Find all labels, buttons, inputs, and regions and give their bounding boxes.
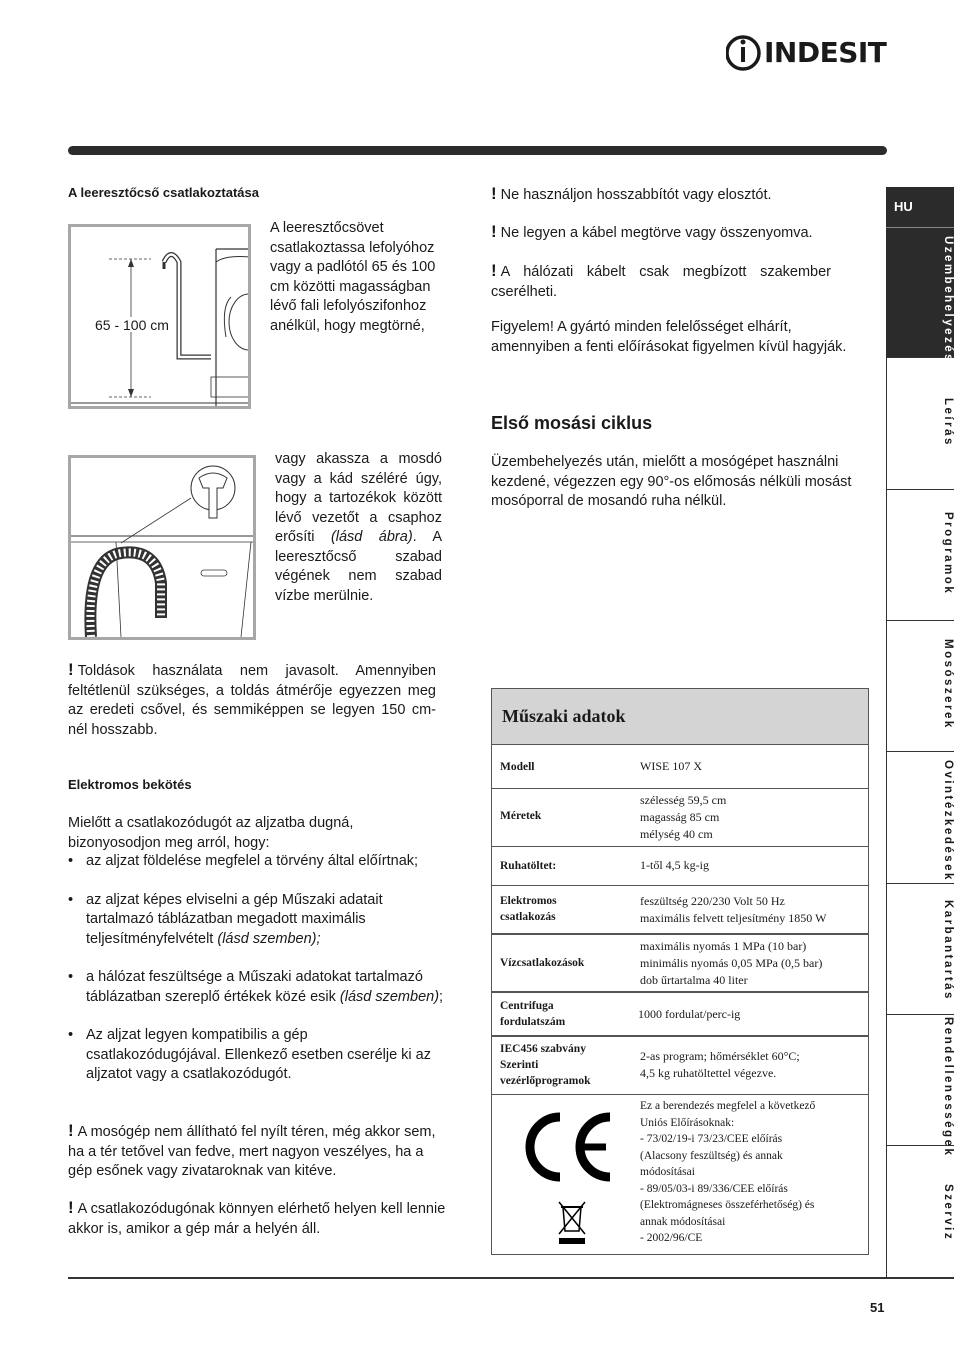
outdoor-warning: ! A mosógép nem állítható fel nyílt téren, még akkor sem, ha a tér tetővel van fedve, mert nagyon veszélyes, ha a gép esőnek vagy zivataroknak van kitéve. xyxy=(68,1121,436,1179)
first-wash-heading: Első mosási ciklus xyxy=(491,413,653,433)
warning-exclamation-icon: ! xyxy=(491,184,497,203)
table-row: Centrifuga fordulatszám 1000 fordulat/perc-ig xyxy=(492,993,868,1037)
list-item: • a hálózat feszültsége a Műszaki adatokat tartalmazó táblázatban szereplő értékek közé esik (lásd szemben); xyxy=(68,968,446,1007)
top-divider xyxy=(68,146,887,155)
list-item: • az aljzat képes elviselni a gép Műszaki adatait tartalmazó táblázatban megadott maximális teljesítményfelvételt (lásd szemben); xyxy=(68,891,446,950)
extension-warning: ! Toldások használata nem javasolt. Amennyiben feltétlenül szükséges, a toldás átmérője egyezzen meg az eredeti csővel, és semmiképpen se legyen 150 cm-nél hosszabb. xyxy=(68,660,436,738)
tab-rendellenessegek[interactable]: Rendellenességek xyxy=(886,1015,954,1146)
warning-exclamation-icon: ! xyxy=(491,222,497,241)
drain-text-1: A leeresztőcsövet csatlakoztassa lefolyóhoz vagy a padlótól 65 és 100 cm közötti magasságban lévő fali lefolyószifonhoz anélkül, hogy megtörné, xyxy=(270,220,436,334)
table-row: Ruhatöltet: 1-től 4,5 kg-ig xyxy=(492,847,868,886)
tab-programok[interactable]: Programok xyxy=(886,490,954,621)
tab-leiras[interactable]: Leírás xyxy=(886,358,954,490)
tab-ovintezkedesek[interactable]: Óvintézkedések xyxy=(886,752,954,884)
drain-text-2: vagy akassza a mosdó vagy a kád széléré úgy, hogy a tartozékok között lévő vezetőt a csaphoz erősíti (lásd ábra). A leeresztőcső szabad végének nem szabad vízbe merülnie. xyxy=(275,451,442,604)
table-row: Elektromos csatlakozás feszültség 220/230 Volt 50 Hz maximális felvett teljesítmény 1850 W xyxy=(492,886,868,935)
page-number: 51 xyxy=(870,1300,885,1315)
warning-exclamation-icon: ! xyxy=(491,261,497,280)
cable-warning-2: ! Ne legyen a kábel megtörve vagy összenyomva. xyxy=(491,222,813,241)
table-row: Ez a berendezés megfelel a következő Uniós Előírásoknak: - 73/02/19-i 73/23/CEE előírás (Alacsony feszültség) és annak módosításai - 89/05/03-i 89/336/CEE előírás (Elektromágneses összeférhetőség) és annak módosításai - 2002/96/CE xyxy=(492,1095,868,1254)
table-title: Műszaki adatok xyxy=(492,689,868,745)
table-row: IEC456 szabvány Szerinti vezérlőprogramok 2-as program; hőmérséklet 60°C; 4,5 kg ruhatöltettel végezve. xyxy=(492,1037,868,1095)
drain-height-figure xyxy=(68,224,251,409)
height-range-label: 65 - 100 cm xyxy=(95,317,169,333)
list-item: • az aljzat földelése megfelel a törvény által előírtnak; xyxy=(68,852,446,872)
electrical-checklist xyxy=(68,852,446,1085)
weee-bin-icon xyxy=(556,1199,588,1245)
warning-exclamation-icon: ! xyxy=(68,1121,74,1140)
warning-exclamation-icon: ! xyxy=(68,1198,74,1217)
plug-warning: ! A csatlakozódugónak könnyen elérhető helyen kell lennie akkor is, amikor a gép már a helyén áll. xyxy=(68,1198,446,1237)
table-row: Méretek szélesség 59,5 cm magasság 85 cm mélység 40 cm xyxy=(492,789,868,847)
table-row: Vízcsatlakozások maximális nyomás 1 MPa (10 bar) minimális nyomás 0,05 MPa (0,5 bar) dob űrtartalma 40 liter xyxy=(492,935,868,993)
ce-mark-icon xyxy=(518,1109,614,1185)
attention-note: Figyelem! A gyártó minden felelősséget elhárít, amennyiben a fenti előírásokat figyelmen kívül hagyják. xyxy=(491,319,847,355)
first-wash-text: Üzembehelyezés után, mielőtt a mosógépet használni kezdené, végezzen egy 90°-os előmosás nélküli mosást mosóporral de mosandó ruha nélkül. xyxy=(491,454,852,509)
electrical-heading: Elektromos bekötés xyxy=(68,777,192,792)
cable-warning-1: ! Ne használjon hosszabbítót vagy elosztót. xyxy=(491,184,772,203)
cable-warning-3: ! A hálózati kábelt csak megbízott szakember cserélheti. xyxy=(491,261,831,300)
electrical-intro: Mielőtt a csatlakozódugót az aljzatba dugná, bizonyosodjon meg arról, hogy: xyxy=(68,815,354,851)
tab-szerviz[interactable]: Szerviz xyxy=(942,1184,954,1242)
warning-exclamation-icon: ! xyxy=(68,660,74,679)
tab-mososzerek[interactable]: Mosószerek xyxy=(886,621,954,752)
tab-karbantartas[interactable]: Karbantartás xyxy=(886,884,954,1015)
brand-name: INDESIT xyxy=(764,36,887,69)
table-row: Modell WISE 107 X xyxy=(492,745,868,789)
language-tab[interactable]: HU xyxy=(886,187,954,228)
list-item: • Az aljzat legyen kompatibilis a gép csatlakozódugójával. Ellenkező esetben cserélje ki az aljzatot vagy a csatlakozódugót. xyxy=(68,1026,446,1085)
tab-uzembehelyezes[interactable]: Üzembehelyezés xyxy=(886,228,954,358)
bottom-divider xyxy=(68,1277,954,1279)
hose-over-sink-icon xyxy=(71,458,253,637)
technical-data-table xyxy=(491,688,869,1255)
drain-sink-figure xyxy=(68,455,256,640)
drain-heading: A leeresztőcső csatlakoztatása xyxy=(68,185,260,200)
